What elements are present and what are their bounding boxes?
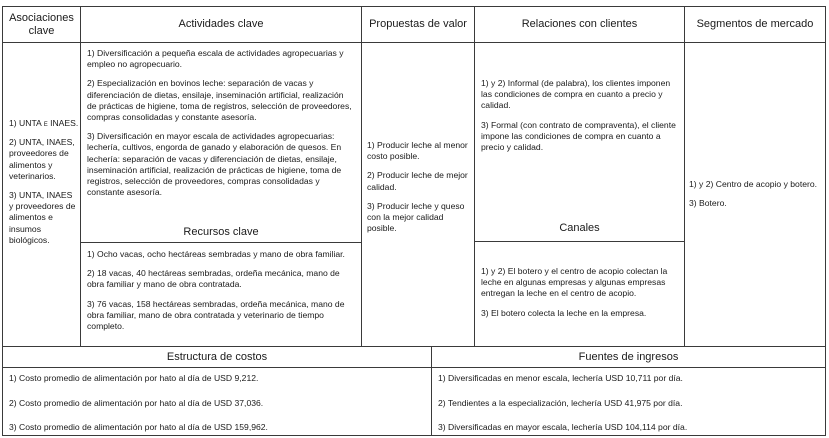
propuestas-valor-cell [361,6,475,347]
segmentos-mercado-header [685,7,825,43]
estructura-costos-header [3,347,431,368]
fuentes-ingresos-header [432,347,825,368]
recursos-clave-title: Recursos clave [183,225,259,238]
estructura-costos-title: Estructura de costos [166,350,268,363]
asociaciones-item: 3) UNTA, INAES y proveedores de alimentos e insumos biológicos. [9,190,76,245]
relaciones-item: 3) Formal (con contrato de compraventa), el cliente impone las condiciones de compra en cuanto a precio y calidad. [481,119,676,153]
segmentos-item: 1) y 2) Centro de acopio y botero. [689,179,818,189]
canales-item: 1) y 2) El botero y el centro de acopio colectan la leche en algunas empresas y algunas empresas entregan la leche en el centro de acopio. [481,266,668,299]
propuestas-valor-header [362,7,474,43]
actividades-item: 2) Especialización en bovinos leche: separación de vacas y diferenciación de dietas, ensilaje, inseminación artificial, realización de prácticas de higiene, toma de registros, selección de proveedores, compras consolidadas y constante asesoría. [87,78,352,123]
propuestas-item: 1) Producir leche al menor costo posible. [367,140,468,162]
recursos-clave-body [87,249,355,332]
segmentos-item: 3) Botero. [689,198,727,209]
recursos-item: 1) Ocho vacas, ocho hectáreas sembradas y mano de obra familiar. [87,249,345,259]
relaciones-clientes-cell [474,6,685,347]
ingresos-item: 1) Diversificadas en menor escala, lechería USD 10,711 por día. [438,373,683,383]
propuestas-valor-body [367,140,471,234]
ingresos-item: 2) Tendientes a la especialización, lechería USD 41,975 por día. [438,398,683,408]
actividades-clave-body [87,48,355,198]
relaciones-item: 1) y 2) Informal (de palabra), los clientes imponen las condiciones de compra en cuanto a precio y calidad. [481,78,671,111]
costos-item: 1) Costo promedio de alimentación por hato al día de USD 9,212. [9,373,259,383]
segmentos-mercado-title: Segmentos de mercado [696,18,814,30]
asociaciones-clave-header [3,7,80,43]
propuestas-item: 2) Producir leche de mejor calidad. [367,170,468,192]
canales-item: 3) El botero colecta la leche en la empresa. [481,307,647,318]
relaciones-clientes-title: Relaciones con clientes [521,18,638,30]
propuestas-item: 3) Producir leche y queso con la mejor calidad posible. [367,200,465,234]
actividades-item: 3) Diversificación en mayor escala de actividades agropecuarias: lechería, cultivos, engorda de ganado y elaboración de quesos. En lechería: separación de vacas y diferenciación de dietas, ensilaje, inseminación artificial, realización de prácticas de higiene, toma de registros, selección de proveedores, compras consolidadas y constante asesoría. [87,131,342,198]
actividades-clave-title: Actividades clave [178,18,264,30]
asociaciones-clave-title: Asociaciones clave [9,11,74,37]
segmentos-mercado-body [689,179,823,209]
recursos-item: 2) 18 vacas, 40 hectáreas sembradas, ordeña mecánica, mano de obra familiar y mano de obra contratada. [87,268,340,290]
actividades-clave-cell [80,6,362,347]
costos-item: 2) Costo promedio de alimentación por hato al día de USD 37,036. [9,398,264,408]
actividades-item: 1) Diversificación a pequeña escala de actividades agropecuarias y empleo no agropecuario. [87,48,344,70]
estructura-costos-cell [2,346,432,436]
recursos-item: 3) 76 vacas, 158 hectáreas sembradas, ordeña mecánica, mano de obra familiar, mano de obra contratada y veterinario de tiempo completo. [87,298,345,332]
canales-header [475,216,684,242]
asociaciones-item: 1) UNTA e INAES. [9,118,79,128]
costos-item: 3) Costo promedio de alimentación por hato al día de USD 159,962. [9,422,268,432]
asociaciones-clave-body [9,118,79,246]
asociaciones-clave-cell [2,6,81,347]
canales-body [481,266,679,319]
relaciones-clientes-header [475,7,684,43]
asociaciones-item: 2) UNTA, INAES, proveedores de alimentos y veterinarios. [9,137,75,181]
ingresos-item: 3) Diversificadas en mayor escala, lechería USD 104,114 por día. [438,422,688,432]
actividades-clave-header [81,7,361,43]
recursos-clave-header [81,222,361,243]
segmentos-mercado-cell [684,6,826,347]
canales-title: Canales [559,222,600,234]
propuestas-valor-title: Propuestas de valor [369,18,467,30]
fuentes-ingresos-cell [431,346,826,436]
relaciones-clientes-body [481,78,679,153]
fuentes-ingresos-title: Fuentes de ingresos [578,350,679,363]
